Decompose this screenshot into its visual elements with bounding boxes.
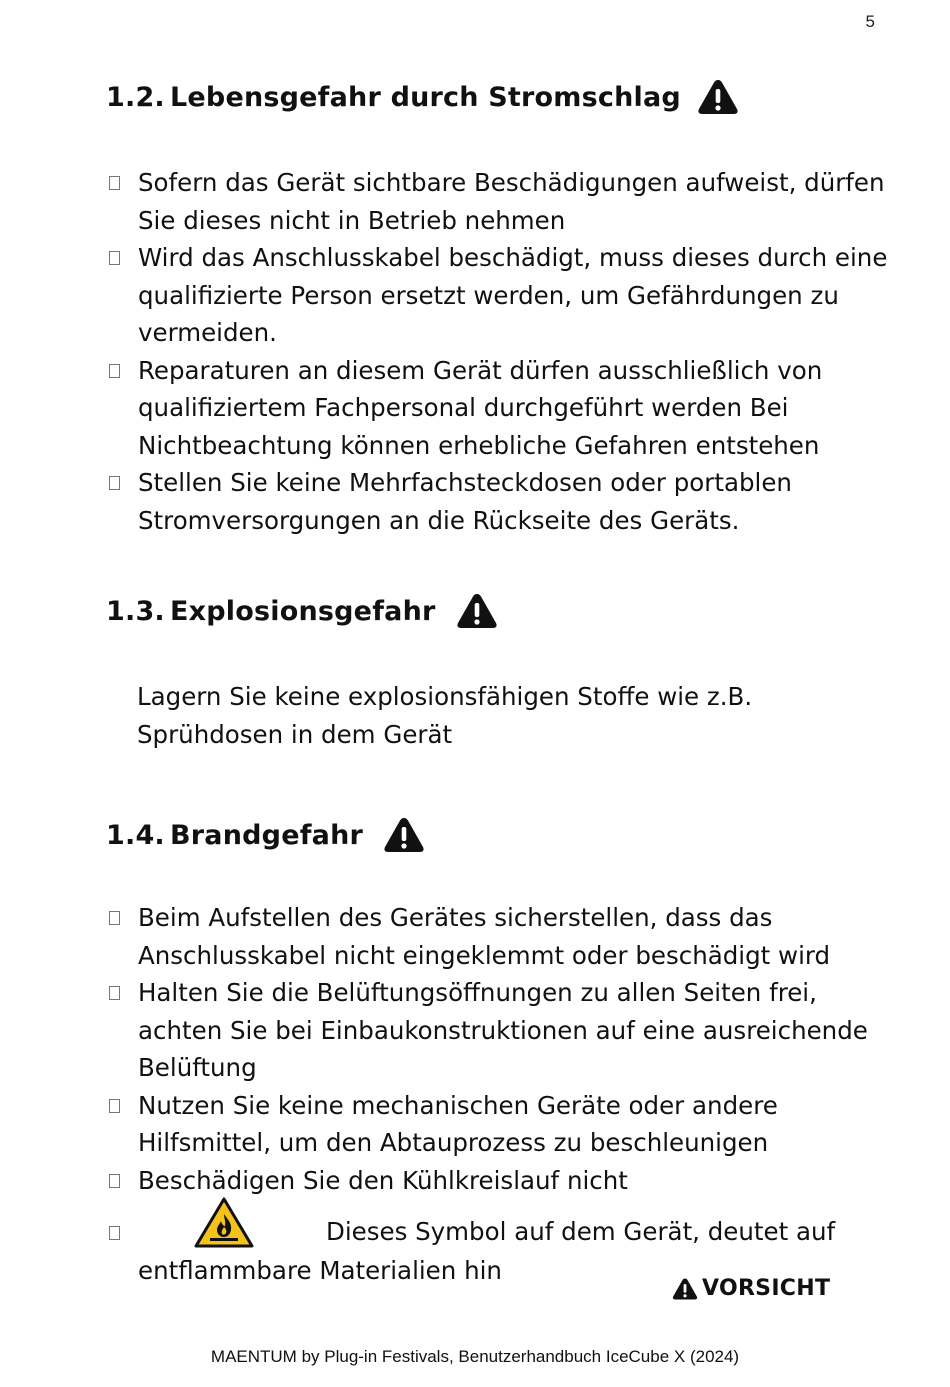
list-item — [106, 239, 896, 352]
list-item-text: Halten Sie die Belüftungsöffnungen zu allen Seiten frei, achten Sie bei Einbaukonstruktionen auf eine ausreichende Belüftung — [138, 978, 868, 1082]
bullet-box-icon — [106, 1162, 138, 1200]
list-item — [106, 164, 896, 239]
bullet-box-icon — [106, 352, 138, 465]
caution-badge — [672, 1276, 830, 1301]
explosion-paragraph: Lagern Sie keine explosionsfähigen Stoffe wie z.B. Sprühdosen in dem Gerät — [137, 682, 753, 749]
list-item-text: Stellen Sie keine Mehrfachsteckdosen oder portablen Stromversorgungen an die Rückseite des Geräts. — [138, 468, 792, 535]
bullet-box-icon — [106, 464, 138, 539]
list-item-text: Beim Aufstellen des Gerätes sicherstellen, dass das Anschlusskabel nicht eingeklemmt oder beschädigt wird — [138, 903, 831, 970]
section-number: 1.2. — [106, 81, 165, 113]
section-title: Explosionsgefahr — [170, 595, 436, 627]
list-item — [106, 464, 896, 539]
warning-triangle-icon — [383, 816, 425, 854]
page-footer: MAENTUM by Plug-in Festivals, Benutzerhandbuch IceCube X (2024) — [210, 1347, 740, 1366]
list-item — [106, 1087, 896, 1162]
warning-triangle-icon — [697, 78, 739, 116]
list-item — [106, 899, 896, 974]
list-item-text: Wird das Anschlusskabel beschädigt, muss dieses durch eine qualifizierte Person ersetzt werden, um Gefährdungen zu vermeiden. — [138, 243, 888, 347]
bullet-box-icon — [106, 1214, 138, 1251]
list-item — [106, 352, 896, 465]
bullet-box-icon — [106, 164, 138, 239]
list-item-text: Nutzen Sie keine mechanischen Geräte oder andere Hilfsmittel, um den Abtauprozess zu beschleunigen — [138, 1090, 778, 1157]
bullet-list-stromschlag — [106, 164, 896, 539]
bullet-box-icon — [106, 899, 138, 974]
section-number: 1.3. — [106, 595, 165, 627]
symbol-note-text-continued: entflammbare Materialien hin — [138, 1256, 502, 1285]
list-item — [106, 1162, 896, 1200]
bullet-box-icon — [106, 1087, 138, 1162]
bullet-box-icon — [106, 239, 138, 352]
bullet-box-icon — [106, 974, 138, 1087]
flammable-warning-icon — [194, 1197, 254, 1249]
section-heading-stromschlag — [106, 78, 739, 116]
list-item-text: Sofern das Gerät sichtbare Beschädigungen aufweist, dürfen Sie dieses nicht in Betrieb nehmen — [138, 168, 885, 235]
page-number: 5 — [865, 12, 875, 31]
section-title: Brandgefahr — [170, 819, 364, 851]
symbol-note-text: Dieses Symbol auf dem Gerät, deutet auf — [326, 1217, 836, 1247]
caution-label: VORSICHT — [702, 1276, 831, 1301]
list-item-text: Reparaturen an diesem Gerät dürfen ausschließlich von qualifiziertem Fachpersonal durchgeführt werden Bei Nichtbeachtung können erhebliche Gefahren entstehen — [138, 355, 823, 460]
section-heading-brandgefahr — [106, 816, 425, 854]
warning-triangle-icon — [456, 592, 498, 630]
section-heading-explosionsgefahr — [106, 592, 498, 630]
section-title: Lebensgefahr durch Stromschlag — [170, 81, 681, 113]
list-item — [106, 974, 896, 1087]
warning-triangle-icon — [672, 1277, 698, 1301]
section-number: 1.4. — [106, 819, 165, 851]
bullet-list-brandgefahr — [106, 899, 896, 1199]
list-item-text: Beschädigen Sie den Kühlkreislauf nicht — [138, 1165, 628, 1195]
